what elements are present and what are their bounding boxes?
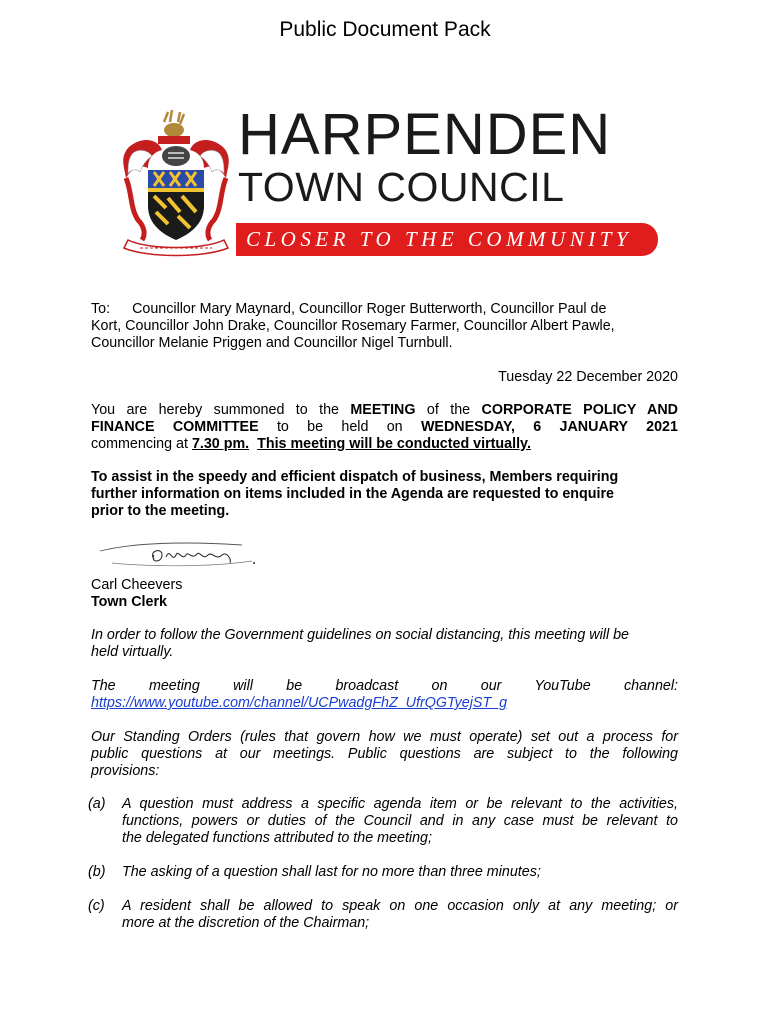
logo-line-1: HARPENDEN xyxy=(238,102,612,167)
youtube-channel-link[interactable]: https://www.youtube.com/channel/UCPwadgFhZ_UfrQGTyejST_g xyxy=(91,695,508,711)
provision-b-text: The asking of a question shall last for no more than three minutes; xyxy=(122,864,541,880)
guidelines-paragraph: In order to follow the Government guidelines on social distancing, this meeting will be held virtually. xyxy=(91,627,630,660)
council-wordmark-logo xyxy=(236,102,666,261)
page-title: Public Document Pack xyxy=(279,18,491,41)
recipients-line-3: Councillor Melanie Priggen and Councillor Nigel Turnbull. xyxy=(91,335,453,351)
provision-a-text: A question must address a specific agenda item or be relevant to the activities, functions, powers or duties of the Council and in any case must be relevant to the delegated functions attributed to the meeting; xyxy=(122,796,678,846)
signatory-block xyxy=(91,577,678,611)
summons-line-3: commencing at 7.30 pm. This meeting will be conducted virtually. xyxy=(91,436,531,452)
broadcast-paragraph xyxy=(91,678,678,712)
summons-paragraph xyxy=(91,402,678,453)
provision-c-label: (c) xyxy=(88,898,105,914)
assist-paragraph: To assist in the speedy and efficient dispatch of business, Members requiring further information on items included in the Agenda are requested to enquire prior to the meeting. xyxy=(91,469,619,519)
summons-line-2: FINANCE COMMITTEE to be held on WEDNESDAY, 6 JANUARY 2021 xyxy=(91,419,678,435)
provision-b-label: (b) xyxy=(88,864,106,880)
tagline-text: CLOSER TO THE COMMUNITY xyxy=(246,227,633,251)
signatory-title: Town Clerk xyxy=(91,594,167,610)
standing-orders-paragraph: Our Standing Orders (rules that govern how we must operate) set out a process for public questions at our meetings. Public questions are subject to the following provisions: xyxy=(91,729,678,779)
recipients-line-1: To: Councillor Mary Maynard, Councillor Roger Butterworth, Councillor Paul de xyxy=(91,301,607,317)
broadcast-line-1: The meeting will be broadcast on our YouTube channel: xyxy=(91,678,678,694)
document-date: Tuesday 22 December 2020 xyxy=(498,369,678,385)
recipients-block xyxy=(91,301,678,352)
provision-c-text: A resident shall be allowed to speak on one occasion only at any meeting; or more at the discretion of the Chairman; xyxy=(122,898,678,931)
handwritten-signature xyxy=(92,533,262,573)
provision-a-label: (a) xyxy=(88,796,106,812)
logo-line-2: TOWN COUNCIL xyxy=(238,164,565,210)
council-crest-logo xyxy=(118,108,234,258)
signatory-name: Carl Cheevers xyxy=(91,577,183,593)
recipients-prefix: To: xyxy=(91,301,111,317)
tagline-banner xyxy=(236,223,658,256)
summons-line-1: You are hereby summoned to the MEETING of the CORPORATE POLICY AND xyxy=(91,402,678,418)
recipients-line-2: Kort, Councillor John Drake, Councillor Rosemary Farmer, Councillor Albert Pawle, xyxy=(91,318,615,334)
